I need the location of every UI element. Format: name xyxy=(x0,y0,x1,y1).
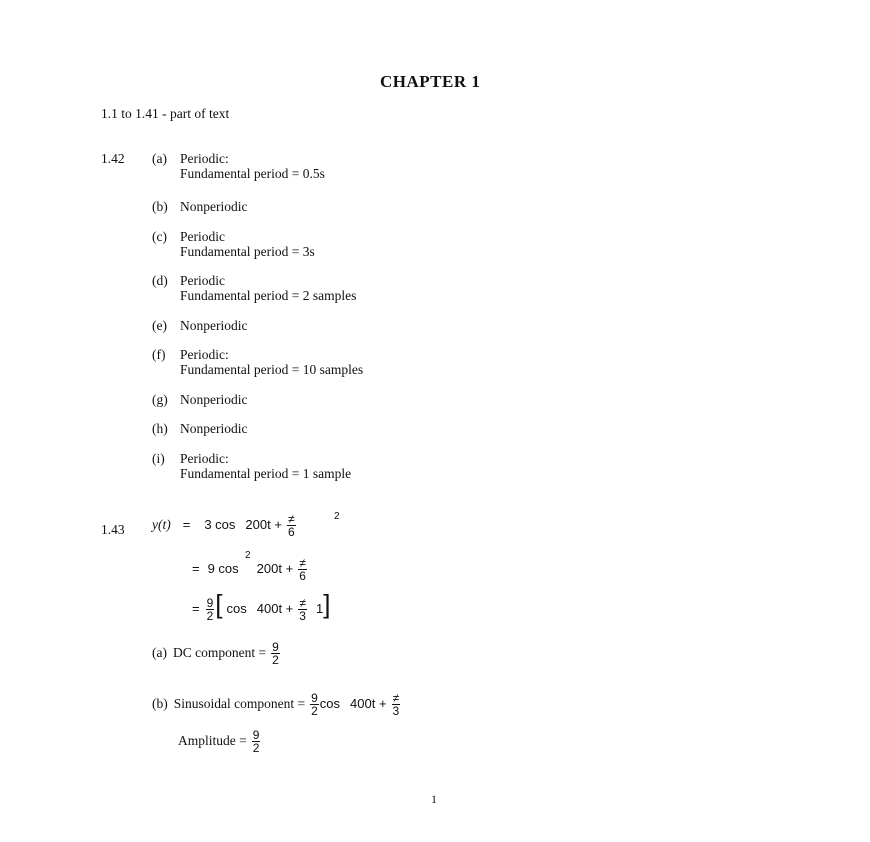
item-g-line1: Nonperiodic xyxy=(180,392,248,407)
eq1-fraction: $\frac{\ne}{6}$ xyxy=(287,512,295,539)
eq1-coef: 3 cos xyxy=(204,517,236,533)
eq3-cos: cos xyxy=(226,601,247,616)
eq3-fraction: $\frac{\ne}{3}$ xyxy=(299,595,306,623)
problem-number-1-42: 1.42 xyxy=(101,151,125,166)
problem-number-1-43: 1.43 xyxy=(101,522,125,537)
eq3-open-bracket: [ xyxy=(215,589,223,619)
eq1-lhs: y xyxy=(152,517,158,533)
item-c-line2: Fundamental period = 3s xyxy=(180,244,315,259)
item-d-label: (d) xyxy=(152,273,168,288)
eq2-fraction: $\frac{\ne}{6}$ xyxy=(299,556,306,583)
dc-fraction: $\frac{9}{2}$ xyxy=(272,640,279,667)
item-i-line2: Fundamental period = 1 sample xyxy=(180,466,352,481)
sin-cos: cos xyxy=(319,696,341,712)
sin-text: Sinusoidal component = xyxy=(173,696,306,712)
amplitude-line xyxy=(178,729,261,754)
item-a-line2: Fundamental period = 0.5s xyxy=(180,166,325,181)
eq1-lhs-arg: (t) xyxy=(158,517,171,533)
dc-label: (a) xyxy=(152,645,167,661)
eq1-power: 2 xyxy=(334,511,340,522)
item-e-line1: Nonperiodic xyxy=(180,318,248,333)
item-h-line1: Nonperiodic xyxy=(180,421,248,436)
page-number: 1 xyxy=(431,792,437,806)
item-d-line1: Periodic xyxy=(180,273,225,288)
item-f-line1: Periodic: xyxy=(180,347,229,362)
eq2-power: 2 xyxy=(245,550,251,561)
eq1-equals: = xyxy=(182,517,191,533)
item-e-label: (e) xyxy=(152,318,167,333)
eq3-prefactor: $\frac{9}{2}$ xyxy=(206,595,214,623)
eq1-arg: 200t + xyxy=(245,517,282,533)
sin-label: (b) xyxy=(152,696,168,712)
equation-3 xyxy=(192,591,330,622)
sin-fraction: $\frac{9}{2}$ xyxy=(311,691,318,718)
item-c-line1: Periodic xyxy=(180,229,225,244)
item-b-label: (b) xyxy=(152,199,168,214)
eq2-equals: = xyxy=(192,561,200,577)
amplitude-fraction: $\frac{9}{2}$ xyxy=(252,728,260,755)
item-i-line1: Periodic: xyxy=(180,451,229,466)
item-f-line2: Fundamental period = 10 samples xyxy=(180,362,364,377)
item-f-label: (f) xyxy=(152,347,166,362)
eq2-arg: 200t + xyxy=(256,561,294,577)
equation-1 xyxy=(152,513,297,538)
item-b-line1: Nonperiodic xyxy=(180,199,248,214)
sin-fraction-2: $\frac{\ne}{3}$ xyxy=(392,691,400,718)
item-a-label: (a) xyxy=(152,151,167,166)
item-i-label: (i) xyxy=(152,451,165,466)
item-g-label: (g) xyxy=(152,392,168,407)
item-c-label: (c) xyxy=(152,229,167,244)
dc-text: DC component = xyxy=(172,645,267,661)
eq3-arg: 400t + xyxy=(256,601,294,616)
item-d-line2: Fundamental period = 2 samples xyxy=(180,288,357,303)
item-h-label: (h) xyxy=(152,421,168,436)
intro-text: 1.1 to 1.41 - part of text xyxy=(101,106,230,121)
eq3-tail: 1 xyxy=(315,601,324,616)
item-a-line1: Periodic: xyxy=(180,151,229,166)
amplitude-text: Amplitude = xyxy=(178,733,247,749)
sin-arg: 400t + xyxy=(350,696,387,712)
dc-component-line xyxy=(152,641,281,666)
eq3-close-bracket: ] xyxy=(323,589,331,619)
chapter-title: CHAPTER 1 xyxy=(380,72,481,91)
eq2-coef: 9 cos xyxy=(207,561,239,577)
sinusoidal-component-line xyxy=(152,692,401,717)
eq3-equals: = xyxy=(192,601,200,616)
